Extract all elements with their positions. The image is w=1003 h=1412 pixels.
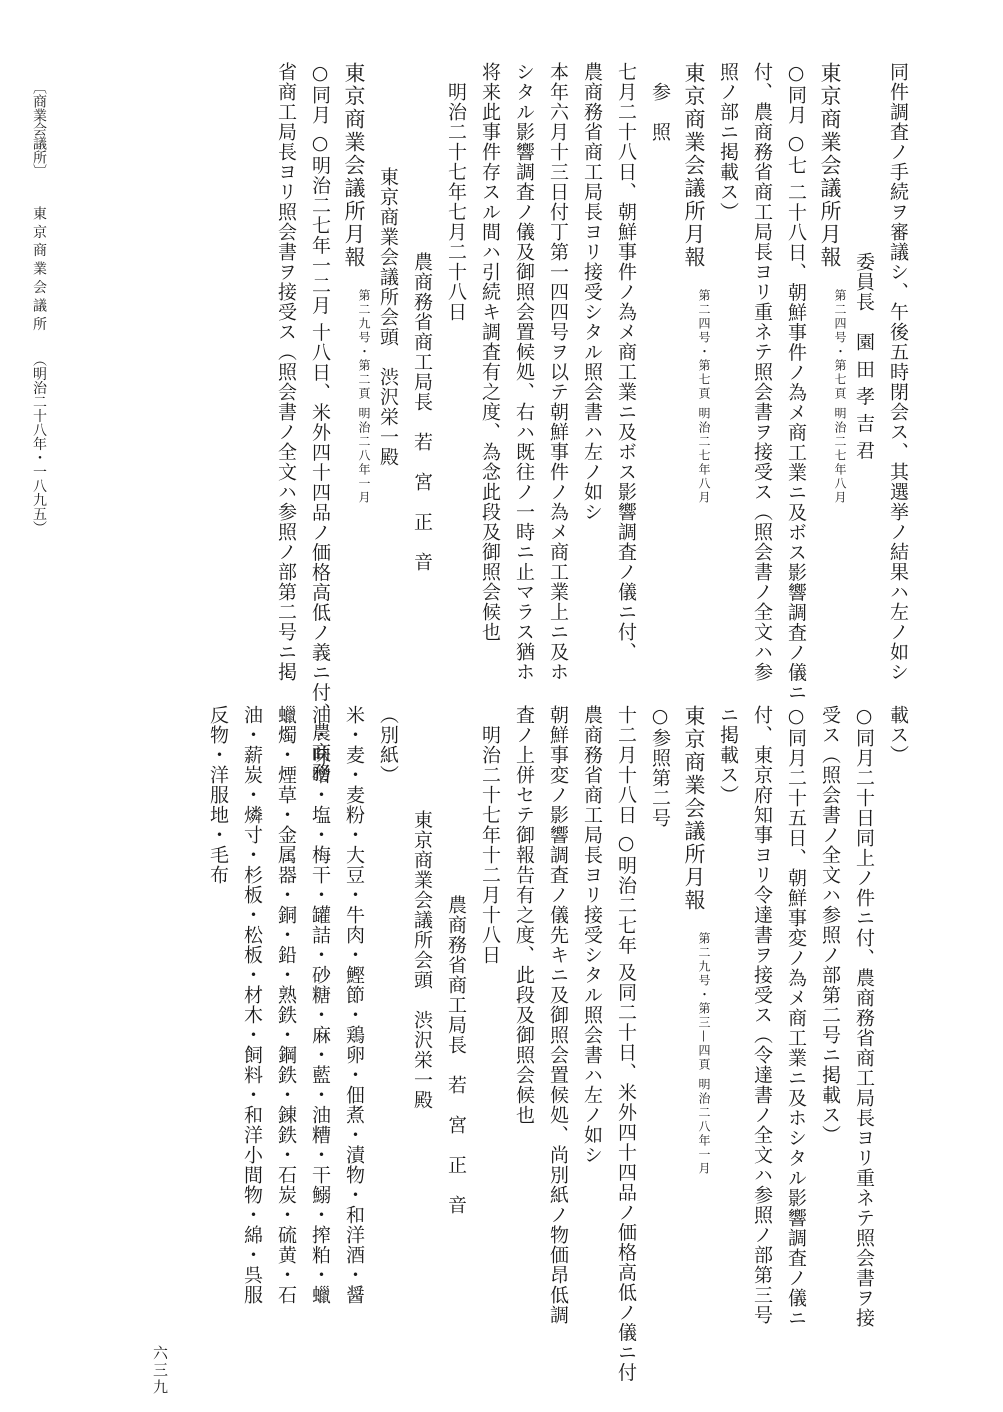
footer-org: 〔商業会議所〕 — [31, 80, 47, 178]
source-heading — [677, 62, 711, 662]
commodity-list-line: 油・味噌・塩・梅干・罐詰・砂糖・麻・藍・油糟・干鰯・搾粕・蠟 — [309, 705, 331, 1305]
source-title: 東京商業会議所月報 — [682, 705, 706, 912]
attachment-label: （別紙） — [377, 705, 399, 785]
chair-role: 委員長 — [853, 252, 875, 312]
text-column: 照ノ部ニ掲載ス） — [717, 62, 739, 222]
addressee-line — [405, 705, 439, 1305]
date-sender-line — [439, 62, 473, 662]
text-column: ○同月 ○七 二十八日、朝鮮事件ノ為メ商工業ニ及ボス影響調査ノ儀ニ — [785, 62, 807, 703]
text-column: 査ノ上併セテ御報告有之度、此段及御照会候也 — [513, 705, 535, 1125]
source-reference: 第二九号・第二頁 明治二八年一月 — [357, 289, 371, 505]
addressee-line — [371, 62, 405, 662]
source-heading — [337, 62, 371, 662]
text-column: ○同月二十日同上ノ件ニ付、農商務省商工局長ヨリ重ネテ照会書ヲ接 — [853, 705, 875, 1328]
footer-period: （明治二十八年・一八九五） — [31, 352, 47, 535]
footer-source: 東 京 商 業 会 議 所 — [31, 206, 47, 331]
text-column: 十二月十八日 ○明治二七年 及同二十日、米外四十四品ノ価格高低ノ儀ニ付 — [615, 705, 637, 1383]
source-heading — [677, 705, 711, 1305]
commodity-list-line: 油・薪炭・燐寸・杉板・松板・材木・飼料・和洋小間物・綿・呉服 — [241, 705, 263, 1305]
lower-text-block — [201, 705, 915, 1383]
text-column: 農商務省商工局長ヨリ接受シタル照会書ハ左ノ如シ — [581, 705, 603, 1165]
text-column: 省商工局長ヨリ照会書ヲ接受ス（照会書ノ全文ハ参照ノ部第二号ニ掲 — [275, 62, 297, 682]
text-column: ○同月二十五日、朝鮮事変ノ為メ商工業ニ及ホシタル影響調査ノ儀ニ — [785, 705, 807, 1328]
text-column: 七月二十八日、朝鮮事件ノ為メ商工業ニ及ボス影響調査ノ儀ニ付、 — [615, 62, 637, 662]
chair-name: 園 田 孝 吉 君 — [853, 332, 875, 461]
text-column: 農商務省商工局長ヨリ接受シタル照会書ハ左ノ如シ — [581, 62, 603, 522]
signature-line — [847, 62, 881, 662]
addressee: 東京商業会議所会頭 渋沢栄一殿 — [411, 810, 433, 1110]
source-title: 東京商業会議所月報 — [818, 62, 842, 269]
section-label-text: 参 照 — [649, 82, 671, 142]
page-number: 六三九 — [151, 1345, 169, 1396]
text-column: 付、農商務省商工局長ヨリ重ネテ照会書ヲ接受ス（照会書ノ全文ハ参 — [751, 62, 773, 682]
source-title: 東京商業会議所月報 — [682, 62, 706, 269]
commodity-list-line: 蠟燭・煙草・金属器・銅・鉛・熟鉄・鋼鉄・錬鉄・石炭・硫黄・石 — [275, 705, 297, 1305]
text-column: 朝鮮事変ノ影響調査ノ儀先キニ及御照会置候処、尚別紙ノ物価昂低調 — [547, 705, 569, 1325]
letter-date: 明治二十七年十二月十八日 — [479, 725, 501, 965]
source-reference: 第二四号・第七頁 明治二七年八月 — [697, 289, 711, 505]
source-reference: 第二九号・第三—四頁 明治二八年一月 — [697, 932, 711, 1176]
addressee: 東京商業会議所会頭 渋沢栄一殿 — [377, 167, 399, 467]
source-reference: 第二四号・第七頁 明治二七年八月 — [833, 289, 847, 505]
commodity-list-line: 米・麦・麦粉・大豆・牛肉・鰹節・鶏卵・佃煮・漬物・和洋酒・醤 — [343, 705, 365, 1305]
section-label: ○参照第二号 — [649, 705, 671, 828]
text-column: 載ス） — [887, 705, 909, 765]
date-sender-line — [405, 62, 439, 662]
text-column: ○同月 ○明治二七年一二月 十八日、米外四十四品ノ価格高低ノ義ニ付、農商務 — [309, 62, 331, 783]
letter-sender: 農商務省商工局長 若 宮 正 音 — [411, 252, 433, 572]
date-sender-line — [473, 705, 507, 1305]
text-column: ニ掲載ス） — [717, 705, 739, 805]
text-column: シタル影響調査ノ儀及御照会置候処、右ハ既往ノ一時ニ止マラス猶ホ — [513, 62, 535, 682]
source-title: 東京商業会議所月報 — [342, 62, 366, 269]
date-sender-line — [439, 705, 473, 1305]
running-footer — [30, 80, 48, 535]
text-column: 受ス（照会書ノ全文ハ参照ノ部第二号ニ掲載ス） — [819, 705, 841, 1145]
section-label — [643, 62, 677, 662]
text-column: 同件調査ノ手続ヲ審議シ、午後五時閉会ス、其選挙ノ結果ハ左ノ如シ — [887, 62, 909, 682]
source-heading — [813, 62, 847, 662]
letter-date: 明治二十七年七月二十八日 — [445, 82, 467, 322]
commodity-list-line: 反物・洋服地・毛布 — [207, 705, 229, 885]
text-column: 本年六月十三日付丁第一四四号ヲ以テ朝鮮事件ノ為メ商工業上ニ及ホ — [547, 62, 569, 682]
text-column: 将来此事件存スル間ハ引続キ調査有之度、為念此段及御照会候也 — [479, 62, 501, 642]
letter-sender: 農商務省商工局長 若 宮 正 音 — [445, 895, 467, 1215]
text-column: 付、東京府知事ヨリ令達書ヲ接受ス（令達書ノ全文ハ参照ノ部第三号 — [751, 705, 773, 1325]
